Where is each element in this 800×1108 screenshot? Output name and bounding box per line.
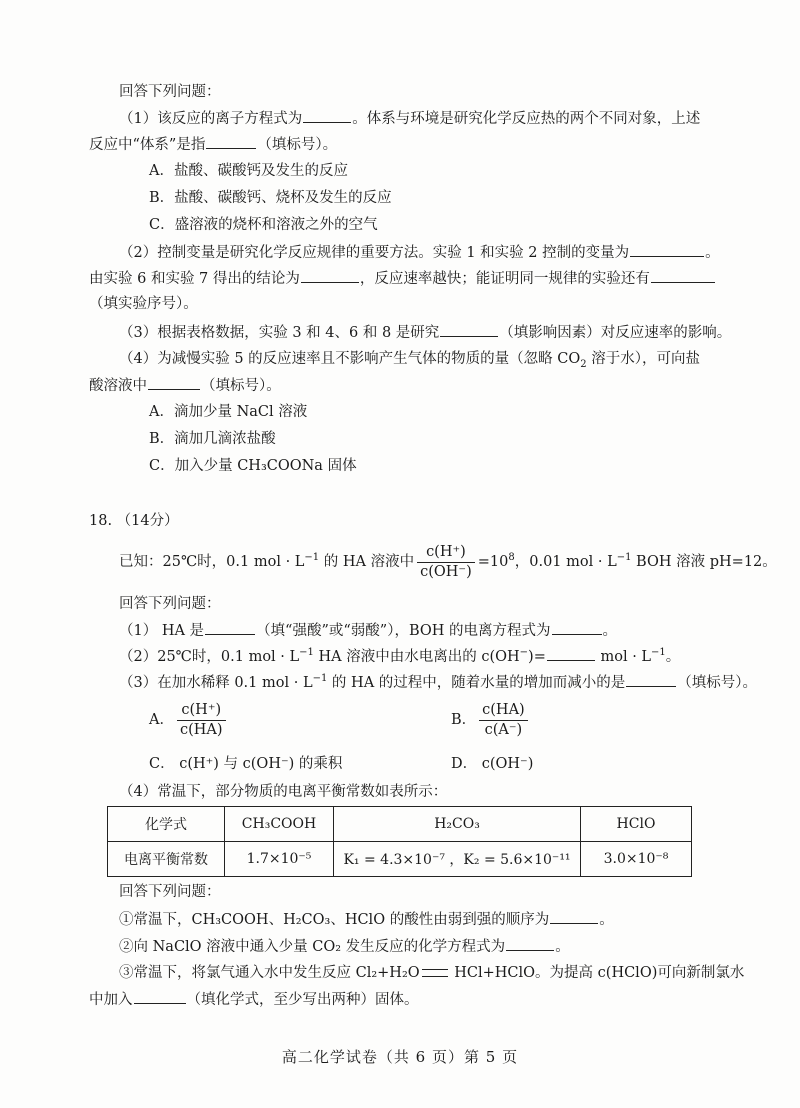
q2-text: ，反应速率越快；能证明同一规律的实验还有 <box>359 271 650 287</box>
known-text: 的 HA 溶液中 <box>319 554 415 570</box>
p18-prompt: 回答下列问题： <box>119 596 221 612</box>
p18-s4: （4）常温下，部分物质的电离平衡常数如表所示： <box>119 784 448 800</box>
q2-text: 。 <box>705 245 720 261</box>
q4-subscript: 2 <box>580 358 587 370</box>
answer-blank[interactable] <box>626 672 676 687</box>
q1-line1 <box>119 108 700 129</box>
answer-prompt: 回答下列问题： <box>119 84 221 100</box>
answer-blank[interactable] <box>303 108 351 123</box>
answer-blank[interactable] <box>440 322 498 337</box>
problem-18-header: 18. （14分） <box>89 513 179 529</box>
option-label: A． <box>149 712 174 728</box>
fraction-numerator: c(H⁺) <box>417 544 475 563</box>
known-text: BOH 溶液 pH=12。 <box>631 554 777 570</box>
known-sup: −1 <box>304 552 320 564</box>
q1-text: 反应中“体系”是指 <box>89 137 206 153</box>
table-cell: 3.0×10⁻⁸ <box>581 842 692 877</box>
answer-blank[interactable] <box>134 989 186 1004</box>
table-row-label: 电离平衡常数 <box>108 842 225 877</box>
q1-option-a: A．盐酸、碳酸钙及发生的反应 <box>149 163 348 179</box>
s2-text: 。 <box>665 649 681 665</box>
answer-blank[interactable] <box>506 936 554 951</box>
equilibrium-sign-icon <box>422 969 448 977</box>
s3-text: （3）在加水稀释 0.1 mol · L <box>119 675 313 691</box>
fraction-denominator: c(A⁻) <box>484 721 523 738</box>
answer-blank[interactable] <box>550 909 598 924</box>
table-header-cell: H₂CO₃ <box>334 807 581 842</box>
c3-text: 中加入 <box>89 992 133 1008</box>
ionization-constant-table <box>107 806 692 877</box>
p18-prompt2: 回答下列问题： <box>119 884 221 900</box>
known-sup: 8 <box>508 552 515 564</box>
option-a-fraction <box>177 702 226 739</box>
c1-text: 。 <box>599 912 614 928</box>
fraction-denominator: c(HA) <box>179 721 223 738</box>
table-header-cell: 化学式 <box>108 807 225 842</box>
s3-option-a <box>149 700 229 740</box>
answer-blank[interactable] <box>148 375 200 390</box>
p18-s2 <box>119 646 680 667</box>
s1-text: 。 <box>602 623 618 639</box>
c3-text: ③常温下，将氯气通入水中发生反应 Cl₂+H₂O <box>119 965 420 981</box>
q2-line2 <box>89 268 716 289</box>
p18-s1 <box>119 620 617 641</box>
s2-text: )= <box>528 649 546 665</box>
p18-c3-line2 <box>89 989 419 1010</box>
s2-sup: −1 <box>651 647 666 659</box>
s2-sup: −1 <box>299 647 314 659</box>
p18-c2 <box>119 936 570 957</box>
q1-option-c: C．盛溶液的烧杯和溶液之外的空气 <box>149 217 378 233</box>
q3-text: （3）根据表格数据，实验 3 和 4、6 和 8 是研究 <box>119 325 440 341</box>
table-row <box>108 842 692 877</box>
ratio-fraction <box>417 544 475 581</box>
answer-blank[interactable] <box>552 620 602 635</box>
s2-sup: − <box>519 647 529 659</box>
table-cell: K₁ = 4.3×10⁻⁷ ，K₂ = 5.6×10⁻¹¹ <box>334 842 581 877</box>
known-text: ，0.01 mol · L <box>514 554 617 570</box>
q4-text: （填标号）。 <box>201 378 281 394</box>
q2-text: 由实验 6 和实验 7 得出的结论为 <box>89 271 300 287</box>
q2-line3: （填实验序号）。 <box>89 296 198 312</box>
q1-text: （1）该反应的离子方程式为 <box>119 111 303 127</box>
known-text: 已知：25℃时，0.1 mol · L <box>119 554 305 570</box>
q1-text: 。体系与环境是研究化学反应热的两个不同对象，上述 <box>352 111 701 127</box>
c2-text: 。 <box>555 939 570 955</box>
s3-sup: −1 <box>312 673 328 685</box>
known-sup: −1 <box>616 552 632 564</box>
option-label: B． <box>451 712 477 728</box>
table-cell: 1.7×10⁻⁵ <box>225 842 334 877</box>
p18-c3 <box>119 963 744 983</box>
s2-text: （2）25℃时，0.1 mol · L <box>119 649 300 665</box>
answer-blank[interactable] <box>651 268 715 283</box>
q4-option-c: C．加入少量 CH₃COONa 固体 <box>149 458 357 474</box>
s1-text: （填“强酸”或“弱酸”），BOH 的电离方程式为 <box>256 623 551 639</box>
page-footer: 高二化学试卷（共 6 页）第 5 页 <box>281 1048 519 1066</box>
q4-option-b: B．滴加几滴浓盐酸 <box>149 431 276 447</box>
q4-option-a: A．滴加少量 NaCl 溶液 <box>149 404 308 420</box>
q4-text: 溶于水），可向盐 <box>586 351 700 367</box>
s3-option-d: D． c(OH⁻) <box>451 756 534 772</box>
answer-blank[interactable] <box>547 646 595 661</box>
known-text: =10 <box>477 554 509 570</box>
q4-line2 <box>89 375 281 396</box>
p18-known <box>119 542 777 582</box>
s1-text: （1） HA 是 <box>119 623 205 639</box>
fraction-denominator: c(OH⁻) <box>420 563 472 580</box>
table-header-cell: HClO <box>581 807 692 842</box>
answer-blank[interactable] <box>206 134 256 149</box>
answer-blank[interactable] <box>205 620 255 635</box>
q1-line2 <box>89 134 337 155</box>
q1-option-b: B．盐酸、碳酸钙、烧杯及发生的反应 <box>149 190 392 206</box>
table-header-row <box>108 807 692 842</box>
q2-text: （2）控制变量是研究化学反应规律的重要方法。实验 1 和实验 2 控制的变量为 <box>119 245 630 261</box>
answer-blank[interactable] <box>630 242 704 257</box>
s2-text: mol · L <box>595 649 652 665</box>
s3-option-b <box>451 700 531 740</box>
fraction-numerator: c(H⁺) <box>177 702 226 721</box>
p18-c1 <box>119 909 614 930</box>
q4-text: （4）为减慢实验 5 的反应速率且不影响产生气体的物质的量（忽略 CO <box>119 351 581 367</box>
q1-text: （填标号）。 <box>257 137 338 153</box>
s2-text: HA 溶液中由水电离出的 c(OH <box>313 649 520 665</box>
q3-line <box>119 322 731 343</box>
s3-option-c: C． c(H⁺) 与 c(OH⁻) 的乘积 <box>149 756 343 772</box>
s3-text: （填标号）。 <box>677 675 758 691</box>
option-b-fraction <box>479 702 528 739</box>
c3-text: （填化学式，至少写出两种）固体。 <box>186 992 419 1008</box>
q3-text: （填影响因素）对反应速率的影响。 <box>499 325 732 341</box>
fraction-numerator: c(HA) <box>479 702 528 721</box>
c2-text: ②向 NaClO 溶液中通入少量 CO₂ 发生反应的化学方程式为 <box>119 939 506 955</box>
p18-s3 <box>119 672 757 693</box>
s3-text: 的 HA 的过程中，随着水量的增加而减小的是 <box>327 675 626 691</box>
q4-text: 酸溶液中 <box>89 378 147 394</box>
c1-text: ①常温下，CH₃COOH、H₂CO₃、HClO 的酸性由弱到强的顺序为 <box>119 912 550 928</box>
q2-line1 <box>119 242 720 263</box>
q4-line1 <box>119 349 700 369</box>
table-header-cell: CH₃COOH <box>225 807 334 842</box>
answer-blank[interactable] <box>301 268 359 283</box>
c3-text: HCl+HClO。为提高 c(HClO)可向新制氯水 <box>449 965 745 981</box>
